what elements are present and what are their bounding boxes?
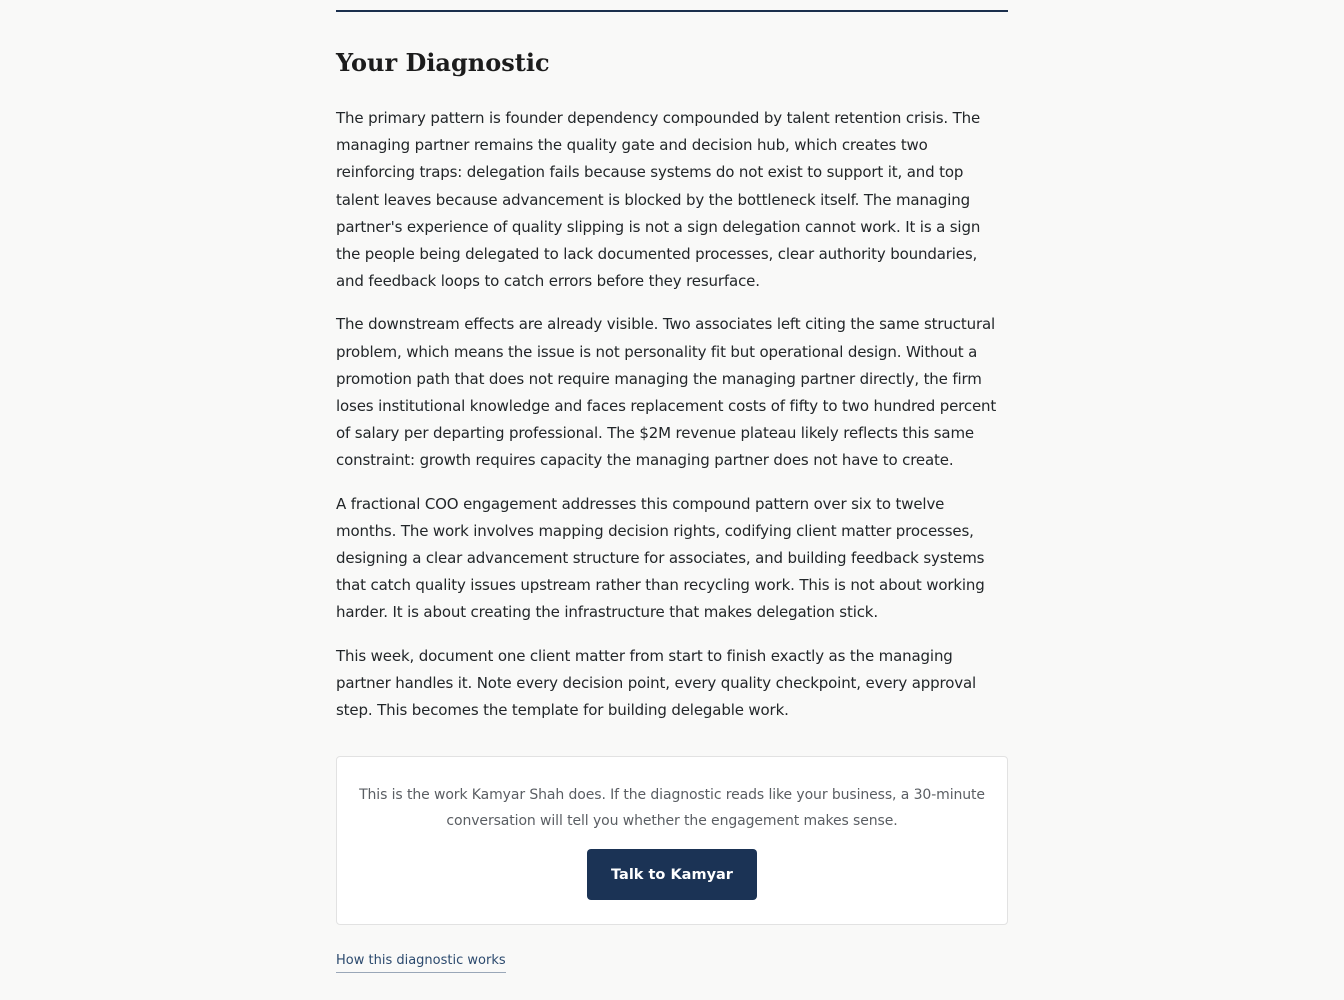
top-divider	[336, 10, 1008, 12]
how-diagnostic-works-link[interactable]: How this diagnostic works	[336, 950, 506, 973]
talk-to-kamyar-button[interactable]: Talk to Kamyar	[587, 849, 757, 900]
diagnostic-paragraph: The downstream effects are already visible. Two associates left citing the same structural problem, which means the issue is not personality fit but operational design. Without a promotion path that does not require managing the managing partner directly, the firm loses institutional knowledge and faces replacement costs of fifty to two hundred percent of salary per departing professional. The $2M revenue plateau likely reflects this same constraint: growth requires capacity the managing partner does not have to create.	[336, 315, 997, 470]
page-title: Your Diagnostic	[336, 48, 550, 77]
cta-text: This is the work Kamyar Shah does. If the diagnostic reads like your business, a 30-minute conversation will tell you whether the engagement makes sense.	[359, 787, 985, 829]
diagnostic-paragraph: This week, document one client matter from start to finish exactly as the managing partner handles it. Note every decision point, every quality checkpoint, every approval step. This becomes the template for building delegable work.	[336, 646, 977, 720]
cta-card	[336, 756, 1008, 925]
diagnostic-paragraph: The primary pattern is founder dependency compounded by talent retention crisis. The managing partner remains the quality gate and decision hub, which creates two reinforcing traps: delegation fails because systems do not exist to support it, and top talent leaves because advancement is blocked by the bottleneck itself. The managing partner's experience of quality slipping is not a sign delegation cannot work. It is a sign the people being delegated to lack documented processes, clear authority boundaries, and feedback loops to catch errors before they resurface.	[336, 109, 981, 291]
diagnostic-paragraph: A fractional COO engagement addresses this compound pattern over six to twelve months. The work involves mapping decision rights, codifying client matter processes, designing a clear advancement structure for associates, and building feedback systems that catch quality issues upstream rather than recycling work. This is not about working harder. It is about creating the infrastructure that makes delegation stick.	[336, 494, 985, 622]
diagnostic-body	[336, 105, 1008, 740]
